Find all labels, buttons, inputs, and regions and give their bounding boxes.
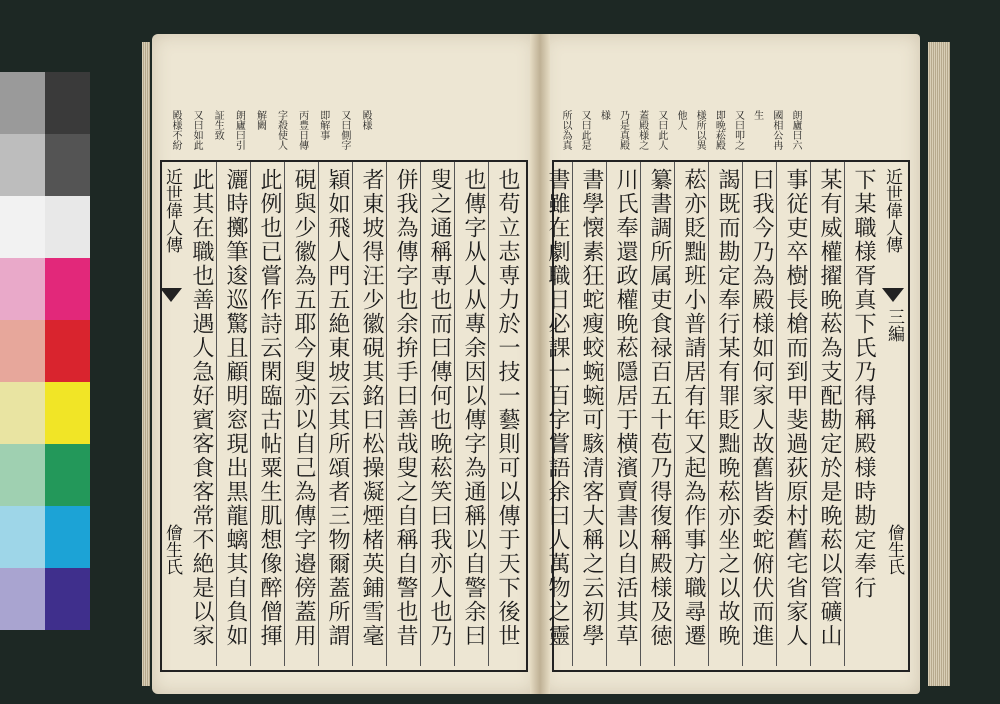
right-text-column: 書雖在劇職日必課一百字嘗語余曰人萬物之靈 xyxy=(545,168,570,648)
right-head-note: 蓋殿様之 xyxy=(636,110,648,150)
left-text-column: 叟之通稱専也而曰傳何也晩菘笑曰我亦人也乃 xyxy=(427,168,452,648)
right-text-column: 事従吏卒樹長槍而到甲斐過荻原村舊宅省家人 xyxy=(783,168,808,648)
left-text-column: 也苟立志専力於一技一藝則可以傳于天下後世 xyxy=(495,168,520,648)
right-column-rule xyxy=(572,162,573,666)
right-text-column: 纂書調所属吏食禄百五十苞乃得復稱殿様及徳 xyxy=(647,168,672,648)
left-head-note: 又曰如此 xyxy=(191,110,203,150)
checker-chip xyxy=(45,258,90,320)
right-head-note: 所以為真 xyxy=(560,110,571,150)
left-text-column: 此例也已嘗作詩云閑臨古帖粟生肌想像醉僧揮 xyxy=(257,168,282,648)
right-head-note: 朗廬曰六 xyxy=(790,110,801,150)
checker-chip xyxy=(0,196,45,258)
left-text-column: 此其在職也善遇人急好賓客食客常不絶是以家 xyxy=(189,168,214,648)
left-column-rule xyxy=(352,162,353,666)
left-column-rule xyxy=(216,162,217,666)
checker-chip xyxy=(0,382,45,444)
checker-chip xyxy=(0,258,45,320)
right-text-column: 曰我今乃為殿様如何家人故舊皆委蛇俯伏而進 xyxy=(749,168,774,648)
checker-chip xyxy=(45,72,90,134)
right-head-note: 國相公冉 xyxy=(770,110,782,150)
right-column-rule xyxy=(674,162,675,666)
left-column-rule xyxy=(420,162,421,666)
right-head-note: 様所以異 xyxy=(694,110,706,150)
checker-chip xyxy=(45,320,90,382)
left-column-rule xyxy=(318,162,319,666)
right-column-rule xyxy=(606,162,607,666)
right-column-rule xyxy=(844,162,845,666)
checker-chip xyxy=(0,134,45,196)
left-head-note: 解闕 xyxy=(254,110,266,130)
left-head-note: 丙豊日傳 xyxy=(296,110,308,150)
checker-chip xyxy=(45,568,90,630)
left-center-title: 近世偉人傳 xyxy=(162,168,182,253)
open-book xyxy=(140,26,955,698)
right-head-note: 乃是真殿 xyxy=(617,110,629,150)
color-checker xyxy=(0,72,90,638)
left-column-rule xyxy=(250,162,251,666)
right-center-mid: 三編 xyxy=(884,308,904,342)
left-text-column: 者東坡得汪少徽硯其銘曰松操凝煙楮英鋪雪毫 xyxy=(359,168,384,648)
left-head-note: 殿様不紛 xyxy=(170,110,181,150)
checker-chip xyxy=(0,506,45,568)
left-head-note: 証生致 xyxy=(212,110,224,140)
left-head-note: 朗廬曰引 xyxy=(233,110,245,150)
left-text-column: 灑時擲筆逡巡驚且顧明窓現出黒龍螭其自負如 xyxy=(223,168,248,648)
right-text-column: 謁既而勘定奉行某有罪貶黜晩菘亦坐之以故晩 xyxy=(715,168,740,648)
left-page-edges xyxy=(142,42,150,686)
left-head-note: 字殺使人 xyxy=(275,110,287,150)
left-column-rule xyxy=(454,162,455,666)
left-head-note: 又曰側字 xyxy=(338,110,350,150)
right-head-note: 他人 xyxy=(675,110,686,130)
checker-chip xyxy=(45,196,90,258)
right-text-column: 某有威權擢晩菘為支配勘定於是晩菘以管礦山 xyxy=(817,168,842,648)
checker-chip xyxy=(45,506,90,568)
right-column-rule xyxy=(640,162,641,666)
checker-chip xyxy=(45,444,90,506)
left-text-column: 穎如飛人門五絶東坡云其所頌者三物爾蓋所謂 xyxy=(325,168,350,648)
right-text-column: 菘亦貶黜班小普請居有年又起為作事方職尋遷 xyxy=(681,168,706,648)
right-head-note: 生 xyxy=(751,110,763,120)
right-text-column: 川氏奉還政權晩菘隱居于横濱賣書以自活其草 xyxy=(613,168,638,648)
checker-chip xyxy=(45,382,90,444)
checker-chip xyxy=(0,72,45,134)
right-page-edges xyxy=(928,42,950,686)
right-column-rule xyxy=(742,162,743,666)
left-head-note: 即解事 xyxy=(317,110,329,140)
left-column-rule xyxy=(284,162,285,666)
checker-chip xyxy=(0,320,45,382)
right-text-column: 書學懐素狂蛇瘦蛟蜿蜿可駭清客大稱之云初學 xyxy=(579,168,604,648)
right-head-note: 即晩菘殿 xyxy=(713,110,725,150)
left-head-note: 殿様 xyxy=(360,110,371,130)
left-column-rule xyxy=(488,162,489,666)
checker-chip xyxy=(45,134,90,196)
right-head-note: 又曰此人 xyxy=(655,110,667,150)
left-center-bottom: 儈生氏 xyxy=(162,524,182,575)
checker-chip xyxy=(0,444,45,506)
right-column-rule xyxy=(776,162,777,666)
right-head-note: 又曰叩之 xyxy=(732,110,744,150)
right-center-title: 近世偉人傳 xyxy=(882,168,902,253)
left-column-rule xyxy=(386,162,387,666)
right-head-note: 又曰此是 xyxy=(579,110,591,150)
left-text-column: 也傳字从人从專余因以傳字為通稱以自警余曰 xyxy=(461,168,486,648)
right-head-note: 様 xyxy=(598,110,610,120)
left-text-column: 併我為傳字也余拚手曰善哉叟之自稱自警也昔 xyxy=(393,168,418,648)
right-column-rule xyxy=(708,162,709,666)
right-column-rule xyxy=(810,162,811,666)
right-center-bottom: 儈生氏 xyxy=(884,524,904,575)
checker-chip xyxy=(0,568,45,630)
left-text-column: 硯與少徽為五耶今叟亦以自己為傳字邉傍蓋用 xyxy=(291,168,316,648)
right-text-column: 下某職様胥真下氏乃得稱殿様時勘定奉行 xyxy=(851,168,876,600)
